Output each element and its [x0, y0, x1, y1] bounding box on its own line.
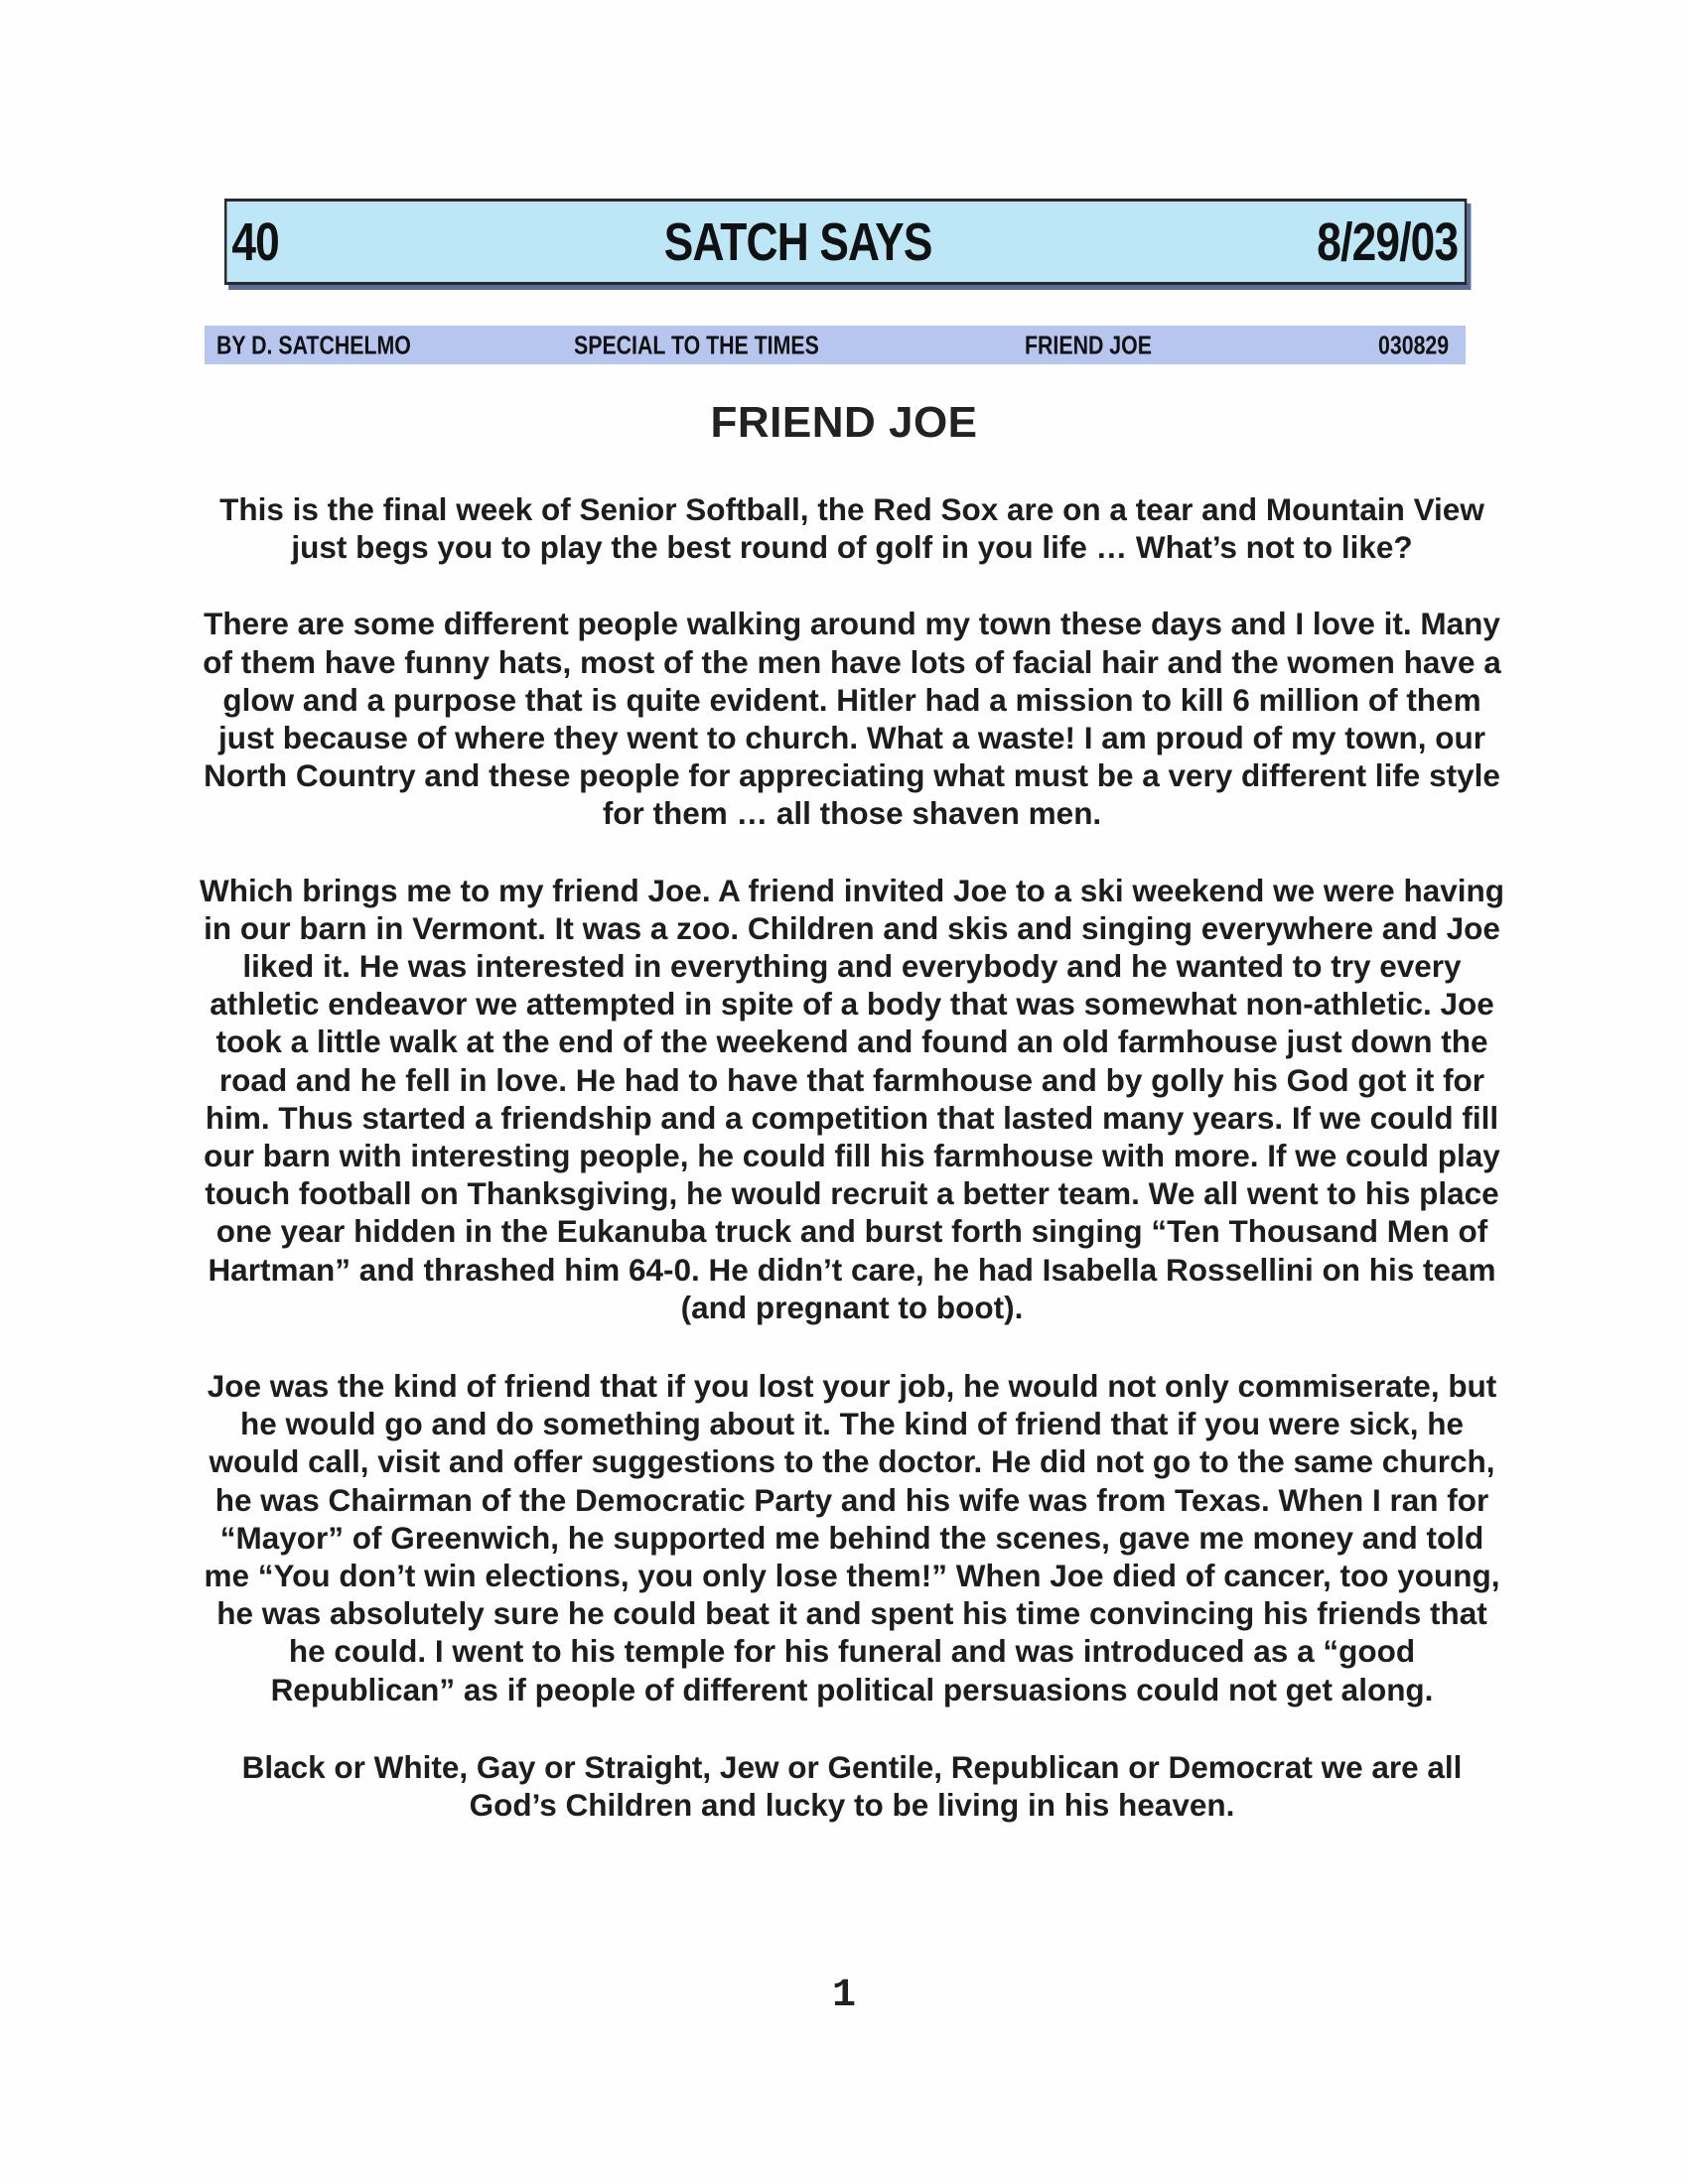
article-paragraph: This is the final week of Senior Softball, the Red Sox are on a tear and Mountain View just begs you to play the best round of golf in you life … What’s not to like? [219, 491, 1484, 566]
article-paragraph: Black or White, Gay or Straight, Jew or Gentile, Republican or Democrat we are all God’s Children and lucky to be living in his heaven. [241, 1748, 1463, 1824]
issue-date: 8/29/03 [1317, 211, 1459, 272]
column-banner [224, 199, 1467, 285]
article-title: FRIEND JOE [710, 398, 978, 447]
byline-id: 030829 [1378, 330, 1450, 359]
article-paragraph: There are some different people walking around my town these days and I love it. Many of them have funny hats, most of the men have lots of facial hair and the women have a glow and a purpose that is quite evident. Hitler had a mission to kill 6 million of them just because of where they went to church. What a waste! I am proud of my town, our North Country and these people for appreciating what must be a very different life style for them … all those shaven men. [203, 606, 1501, 832]
byline-bar [205, 326, 1466, 364]
byline-special: SPECIAL TO THE TIMES [574, 330, 819, 359]
column-title: SATCH SAYS [663, 211, 932, 272]
issue-number: 40 [231, 211, 280, 272]
article-paragraph: Which brings me to my friend Joe. A friend invited Joe to a ski weekend we were having in our barn in Vermont. It was a zoo. Children and skis and singing everywhere and Joe liked it. He was interested in everything and everybody and he wanted to try every athletic endeavor we attempted in spite of a body that was somewhat non-athletic. Joe took a little walk at the end of the weekend and found an old farmhouse just down the road and he fell in love. He had to have that farmhouse and by golly his God got it for him. Thus started a friendship and a competition that lasted many years. If we could fill our barn with interesting people, he could fill his farmhouse with more. If we could play touch football on Thanksgiving, he would recruit a better team. We all went to his place one year hidden in the Eukanuba truck and burst forth singing “Ten Thousand Men of Hartman” and thrashed him 64-0. He didn’t care, he had Isabella Rossellini on his team (and pregnant to boot). [200, 872, 1504, 1325]
byline-author: BY D. SATCHELMO [216, 330, 411, 359]
byline-topic: FRIEND JOE [1025, 330, 1152, 359]
article-paragraph: Joe was the kind of friend that if you lost your job, he would not only commiserate, but he would go and do something about it. The kind of friend that if you were sick, he would call, visit and offer suggestions to the doctor. He did not go to the same church, he was Chairman of the Democratic Party and his wife was from Texas. When I ran for “Mayor” of Greenwich, he supported me behind the scenes, gave me money and told me “You don’t win elections, you only lose them!” When Joe died of cancer, too young, he was absolutely sure he could beat it and spent his time convincing his friends that he could. I went to his temple for his funeral and was introduced as a “good Republican” as if people of different political persuasions could not get along. [204, 1368, 1500, 1707]
page-number: 1 [831, 1974, 856, 2018]
article-body [199, 490, 1505, 1862]
